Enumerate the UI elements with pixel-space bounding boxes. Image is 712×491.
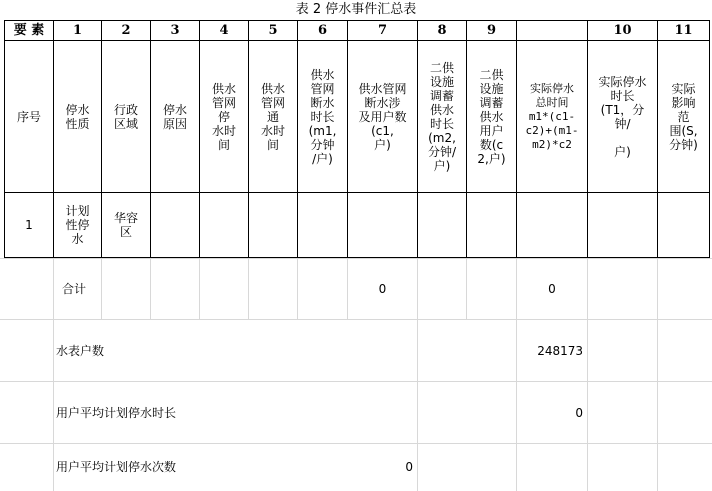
col-number: 4	[219, 22, 229, 38]
col-number: 11	[674, 22, 693, 38]
col-number: 2	[121, 22, 131, 38]
avg-count-label: 用户平均计划停水次数	[56, 460, 177, 474]
table-title: 表 2 停水事件汇总表	[295, 2, 417, 17]
col-number: 3	[170, 22, 180, 38]
row-region: 华容 区	[113, 211, 138, 239]
col-header-t1: 实际停水 时长 (T1，分 钟/ 户)	[598, 74, 647, 159]
table-border	[4, 257, 710, 258]
grid-line	[466, 258, 467, 320]
col-number: 7	[377, 22, 388, 38]
col-header-cause: 停水 原因	[162, 102, 187, 131]
col-header-region: 行政 区域	[113, 102, 138, 131]
totals-label: 合计	[62, 282, 87, 296]
grid-line	[297, 258, 298, 320]
col-number: 10	[613, 22, 632, 38]
col-number: 6	[317, 22, 328, 38]
avg-time-label: 用户平均计划停水时长	[56, 405, 177, 420]
meters-label: 水表户数	[56, 343, 105, 358]
table-border	[709, 20, 710, 258]
grid-line	[248, 258, 249, 320]
col-header-total-time: 实际停水 总时间 m1*(c1- c2)+(m1- m2)*c2	[525, 81, 579, 151]
avg-count-value: 0	[405, 460, 413, 474]
row-seq: 1	[25, 218, 33, 232]
col-number	[517, 21, 587, 40]
col-header-m1: 供水 管网 断水 时长 (m1, 分钟 /户)	[308, 67, 337, 166]
meters-value: 248173	[537, 343, 583, 358]
col-header-scope: 实际 影响 范 围(S, 分钟)	[669, 81, 698, 152]
col-number: 5	[268, 22, 278, 38]
grid-line	[150, 258, 151, 320]
col-number: 1	[72, 22, 83, 38]
grid-line	[657, 258, 658, 491]
col-number: 8	[437, 22, 447, 38]
grid-line	[417, 258, 418, 491]
header-label-elements: 要 素	[13, 22, 45, 38]
col-header-stop-time: 供水 管网 停 水时 间	[211, 81, 236, 152]
row-nature: 计划 性停 水	[65, 204, 90, 246]
grid-line	[587, 258, 588, 491]
totals-c1: 0	[378, 282, 387, 296]
totals-time: 0	[548, 282, 556, 296]
avg-time-value: 0	[575, 405, 583, 420]
grid-line	[199, 258, 200, 320]
col-number: 9	[486, 22, 497, 38]
col-header-m2: 二供 设施 调蓄 供水 时长 (m2, 分钟/ 户)	[427, 60, 457, 173]
col-header-nature: 停水 性质	[65, 102, 90, 131]
col-header-c1: 供水管网 断水涉 及用户数 (c1, 户)	[358, 81, 407, 152]
col-header-restore-time: 供水 管网 通 水时 间	[260, 81, 285, 152]
col-header-seq: 序号	[16, 109, 41, 124]
col-header-c2: 二供 设施 调蓄 供水 用户 数(c 2,户)	[477, 67, 506, 166]
